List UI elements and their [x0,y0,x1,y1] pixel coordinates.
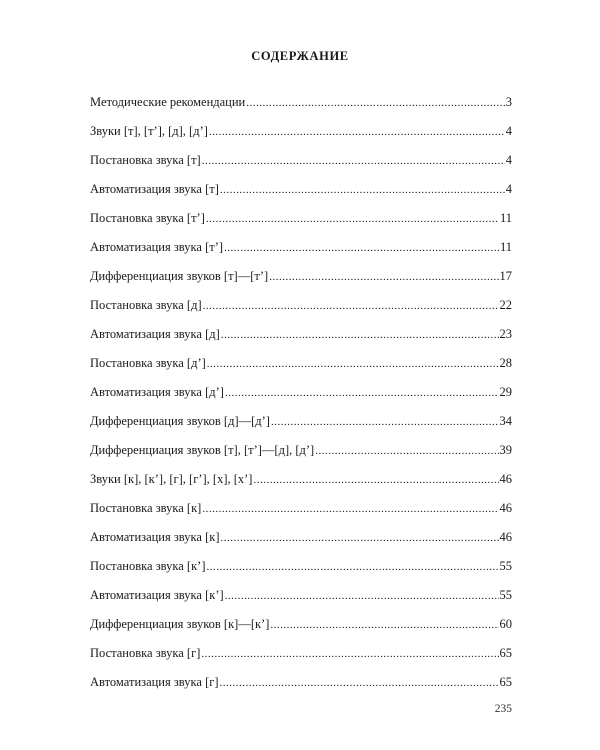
toc-leader-dots [203,299,499,313]
toc-entry [90,530,512,559]
toc-leader-dots [202,154,505,168]
toc-entry-page: 46 [499,501,512,515]
toc-leader-dots [221,531,499,545]
toc-entry [90,559,512,588]
toc-leader-dots [271,415,499,429]
toc-entry-page: 4 [505,153,512,167]
toc-entry-page: 34 [499,414,512,428]
toc-leader-dots [221,328,499,342]
toc-entry-page: 28 [499,356,512,370]
toc-entry-label: Постановка звука [т] [90,153,201,167]
toc-entry [90,240,512,269]
table-of-contents [90,95,512,704]
toc-entry-label: Автоматизация звука [к’] [90,588,224,602]
toc-entry [90,124,512,153]
toc-entry-label: Автоматизация звука [т] [90,182,219,196]
page-number: 235 [494,703,512,715]
toc-entry-page: 46 [499,530,512,544]
toc-entry-label: Звуки [т], [т’], [д], [д’] [90,124,208,138]
toc-entry [90,646,512,675]
toc-entry [90,182,512,211]
toc-entry-label: Постановка звука [к’] [90,559,206,573]
toc-entry [90,617,512,646]
toc-entry [90,501,512,530]
toc-entry [90,414,512,443]
toc-entry [90,356,512,385]
toc-entry-page: 4 [505,182,512,196]
toc-entry [90,588,512,617]
toc-leader-dots [269,270,498,284]
toc-entry-label: Постановка звука [т’] [90,211,205,225]
toc-entry-page: 65 [499,675,512,689]
toc-entry-label: Постановка звука [к] [90,501,202,515]
toc-leader-dots [201,647,498,661]
toc-entry-page: 22 [499,298,512,312]
toc-entry [90,443,512,472]
toc-leader-dots [220,676,499,690]
toc-entry [90,327,512,356]
toc-entry [90,385,512,414]
toc-entry-label: Дифференциация звуков [д]—[д’] [90,414,270,428]
toc-leader-dots [206,212,499,226]
toc-entry [90,298,512,327]
toc-entry-label: Автоматизация звука [д] [90,327,220,341]
toc-leader-dots [220,183,505,197]
toc-entry-page: 11 [499,211,512,225]
toc-leader-dots [246,96,505,110]
toc-entry-page: 39 [499,443,512,457]
toc-entry-page: 11 [499,240,512,254]
toc-entry-page: 29 [499,385,512,399]
toc-leader-dots [270,618,498,632]
toc-entry [90,211,512,240]
toc-leader-dots [207,357,499,371]
toc-leader-dots [206,560,498,574]
toc-entry-label: Постановка звука [д’] [90,356,206,370]
toc-entry-label: Дифференциация звуков [т]—[т’] [90,269,269,283]
toc-entry-label: Автоматизация звука [г] [90,675,219,689]
toc-entry [90,95,512,124]
toc-entry-page: 23 [499,327,512,341]
toc-entry [90,675,512,704]
toc-entry-page: 3 [505,95,512,109]
toc-entry-page: 46 [499,472,512,486]
toc-entry-label: Звуки [к], [к’], [г], [г’], [х], [х’] [90,472,253,486]
toc-entry-label: Дифференциация звуков [т], [т’]—[д], [д’] [90,443,315,457]
toc-entry-page: 65 [499,646,512,660]
toc-entry-label: Автоматизация звука [д’] [90,385,224,399]
toc-entry-page: 4 [505,124,512,138]
toc-entry [90,153,512,182]
toc-entry-page: 60 [499,617,512,631]
toc-entry-page: 17 [499,269,512,283]
toc-leader-dots [225,386,499,400]
toc-entry-label: Методические рекомендации [90,95,246,109]
toc-entry-label: Постановка звука [д] [90,298,202,312]
toc-entry-label: Автоматизация звука [к] [90,530,220,544]
toc-leader-dots [202,502,498,516]
toc-leader-dots [224,241,499,255]
toc-leader-dots [253,473,498,487]
toc-leader-dots [209,125,505,139]
toc-leader-dots [315,444,498,458]
toc-leader-dots [225,589,499,603]
toc-entry [90,472,512,501]
toc-entry-label: Постановка звука [г] [90,646,201,660]
toc-entry-label: Дифференциация звуков [к]—[к’] [90,617,270,631]
toc-entry-label: Автоматизация звука [т’] [90,240,224,254]
toc-title: СОДЕРЖАНИЕ [251,49,349,63]
toc-entry-page: 55 [499,588,512,602]
toc-entry-page: 55 [499,559,512,573]
toc-entry [90,269,512,298]
